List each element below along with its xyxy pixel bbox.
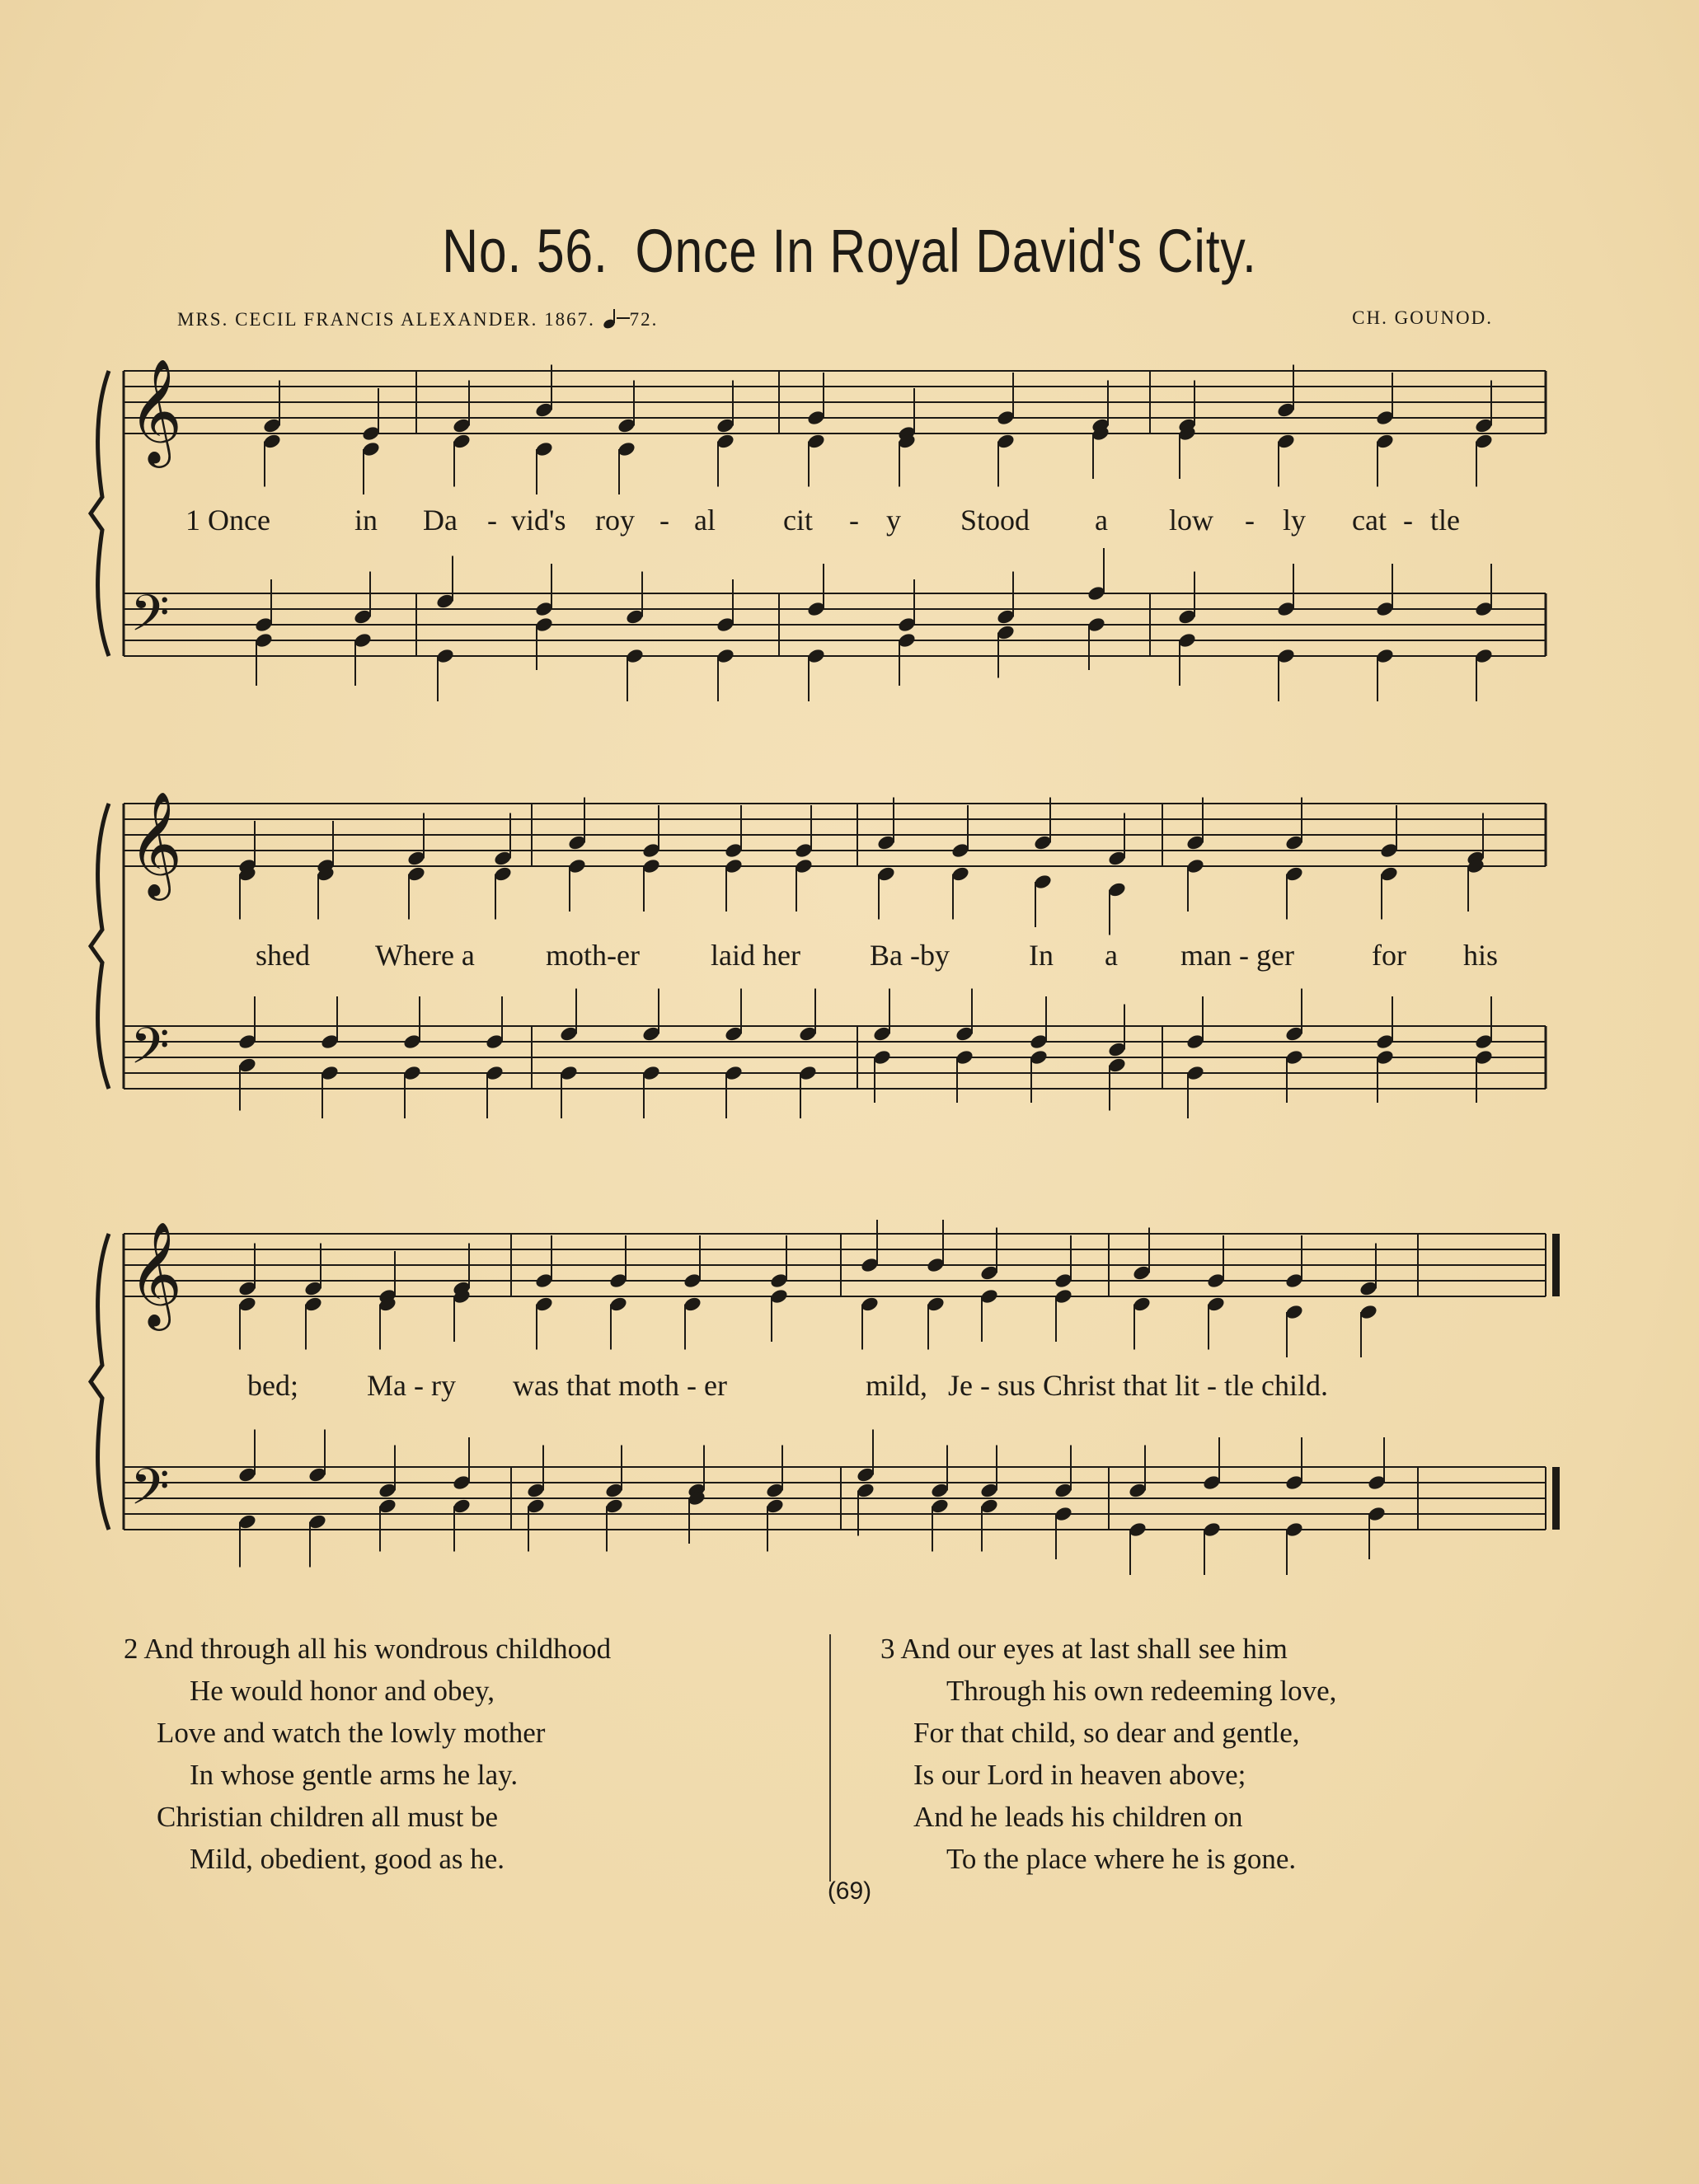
lyric-syllable: ly	[1283, 504, 1307, 537]
lyric-syllable: low	[1169, 504, 1213, 537]
lyric-syllable: Da	[423, 504, 458, 537]
music-system-3	[0, 1216, 1699, 1603]
lyric-syllable: 1 Once	[185, 504, 270, 537]
lyric-syllable: moth-er	[546, 939, 640, 972]
lyric-syllable: was that moth - er	[513, 1369, 727, 1402]
lyric-syllable: man - ger	[1180, 939, 1294, 972]
verse-line: Mild, obedient, good as he.	[190, 1843, 505, 1875]
page-number: (69)	[827, 1877, 872, 1905]
verse-line: Through his own redeeming love,	[946, 1675, 1337, 1707]
lyric-syllable: -	[487, 504, 497, 537]
lyric-syllable: al	[694, 504, 716, 537]
lyricist-credit	[177, 307, 658, 330]
lyric-syllable: cit	[783, 504, 813, 537]
verse-line: Is our Lord in heaven above;	[913, 1759, 1246, 1791]
lyric-syllable: in	[354, 504, 378, 537]
verse-line: He would honor and obey,	[190, 1675, 495, 1707]
verse-line: For that child, so dear and gentle,	[913, 1717, 1300, 1749]
lyric-syllable: vid's	[511, 504, 566, 537]
lyric-syllable: Ma - ry	[367, 1369, 456, 1402]
verse-2	[124, 1628, 611, 1880]
lyric-syllable: In	[1029, 939, 1054, 972]
hymn-number: No. 56.	[442, 217, 608, 285]
composer-credit: CH. GOUNOD.	[1352, 307, 1493, 328]
lyric-syllable: shed	[256, 939, 310, 972]
lyric-syllable: Stood	[960, 504, 1030, 537]
svg-text:𝄢: 𝄢	[130, 1458, 170, 1529]
lyric-syllable: Where a	[375, 939, 475, 972]
verse-line: Christian children all must be	[157, 1801, 499, 1833]
music-system-2	[0, 787, 1699, 1141]
quarter-note-icon	[602, 307, 630, 329]
lyric-syllable: tle	[1430, 504, 1460, 537]
hymn-title-line	[153, 216, 1546, 286]
svg-text:𝄢: 𝄢	[130, 1017, 170, 1088]
lyric-syllable: a	[1095, 504, 1108, 537]
verse-line: To the place where he is gone.	[946, 1843, 1297, 1875]
tempo-marking	[602, 307, 659, 330]
svg-text:𝄞: 𝄞	[129, 1221, 183, 1326]
lyric-syllable: -	[1245, 504, 1255, 537]
svg-text:𝄞: 𝄞	[129, 358, 183, 463]
lyric-syllable: roy	[595, 504, 635, 537]
lyric-syllable: laid her	[711, 939, 800, 972]
verse-line: In whose gentle arms he lay.	[190, 1759, 519, 1791]
lyric-syllable: Je - sus Christ that lit - tle child.	[948, 1369, 1328, 1402]
svg-text:𝄞: 𝄞	[129, 790, 183, 896]
lyric-syllable: -	[1403, 504, 1413, 537]
verse-divider	[829, 1634, 831, 1882]
tempo-value: 72.	[629, 309, 659, 330]
author-name: MRS. CECIL FRANCIS ALEXANDER. 1867.	[177, 309, 595, 330]
lyric-syllable: Ba -by	[870, 939, 950, 972]
lyric-syllable: -	[659, 504, 669, 537]
lyric-syllable: cat	[1352, 504, 1387, 537]
verse-line: 2 And through all his wondrous childhood	[124, 1633, 612, 1665]
lyric-syllable: -	[849, 504, 859, 537]
lyric-syllable: bed;	[247, 1369, 298, 1402]
lyric-syllable: mild,	[866, 1369, 928, 1402]
lyric-syllable: a	[1105, 939, 1118, 972]
verse-3	[880, 1628, 1336, 1880]
staff-drawing-3	[0, 1216, 1699, 1603]
hymn-title: Once In Royal David's City.	[635, 217, 1257, 285]
music-system-1	[0, 354, 1699, 709]
lyric-syllable: for	[1372, 939, 1406, 972]
svg-text:𝄢: 𝄢	[130, 584, 170, 655]
verse-line: And he leads his children on	[913, 1801, 1243, 1833]
verse-line: Love and watch the lowly mother	[157, 1717, 546, 1749]
lyric-syllable: y	[886, 504, 901, 537]
lyric-syllable: his	[1463, 939, 1499, 972]
verse-line: 3 And our eyes at last shall see him	[880, 1633, 1288, 1665]
